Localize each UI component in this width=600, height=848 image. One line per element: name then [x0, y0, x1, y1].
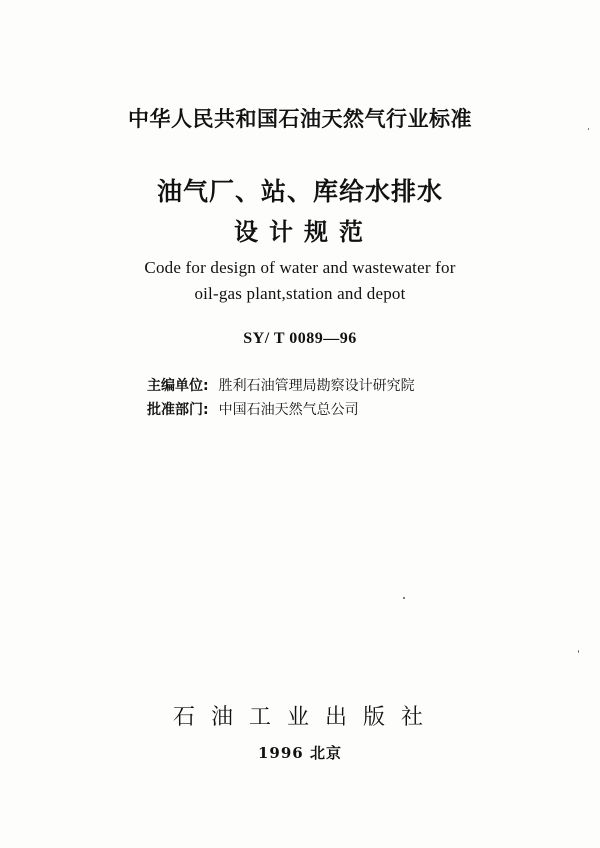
editor-unit [147, 375, 415, 395]
standard-category-title: 中华人民共和国石油天然气行业标准 [128, 107, 472, 131]
editor-unit-label: 主编单位: [147, 378, 209, 394]
approving-department-label: 批准部门: [147, 402, 209, 418]
publisher-name: 石油工业出版社 [172, 705, 439, 730]
scan-speck [588, 128, 589, 130]
approving-department-value: 中国石油天然气总公司 [218, 402, 359, 418]
scan-speck [578, 650, 579, 653]
document-title-line-2: 设计规范 [234, 218, 374, 246]
english-title-line-2: oil-gas plant,station and depot [194, 284, 406, 303]
english-title-line-1: Code for design of water and wastewater for [144, 258, 456, 277]
document-title-line-1: 油气厂、站、库给水排水 [156, 177, 443, 206]
approving-department [147, 399, 359, 419]
editor-unit-value: 胜利石油管理局勘察设计研究院 [218, 378, 415, 394]
standard-code: SY/ T 0089—96 [243, 330, 357, 347]
scan-speck [403, 597, 405, 599]
publication-date-place: 1996 北京 [258, 744, 342, 762]
